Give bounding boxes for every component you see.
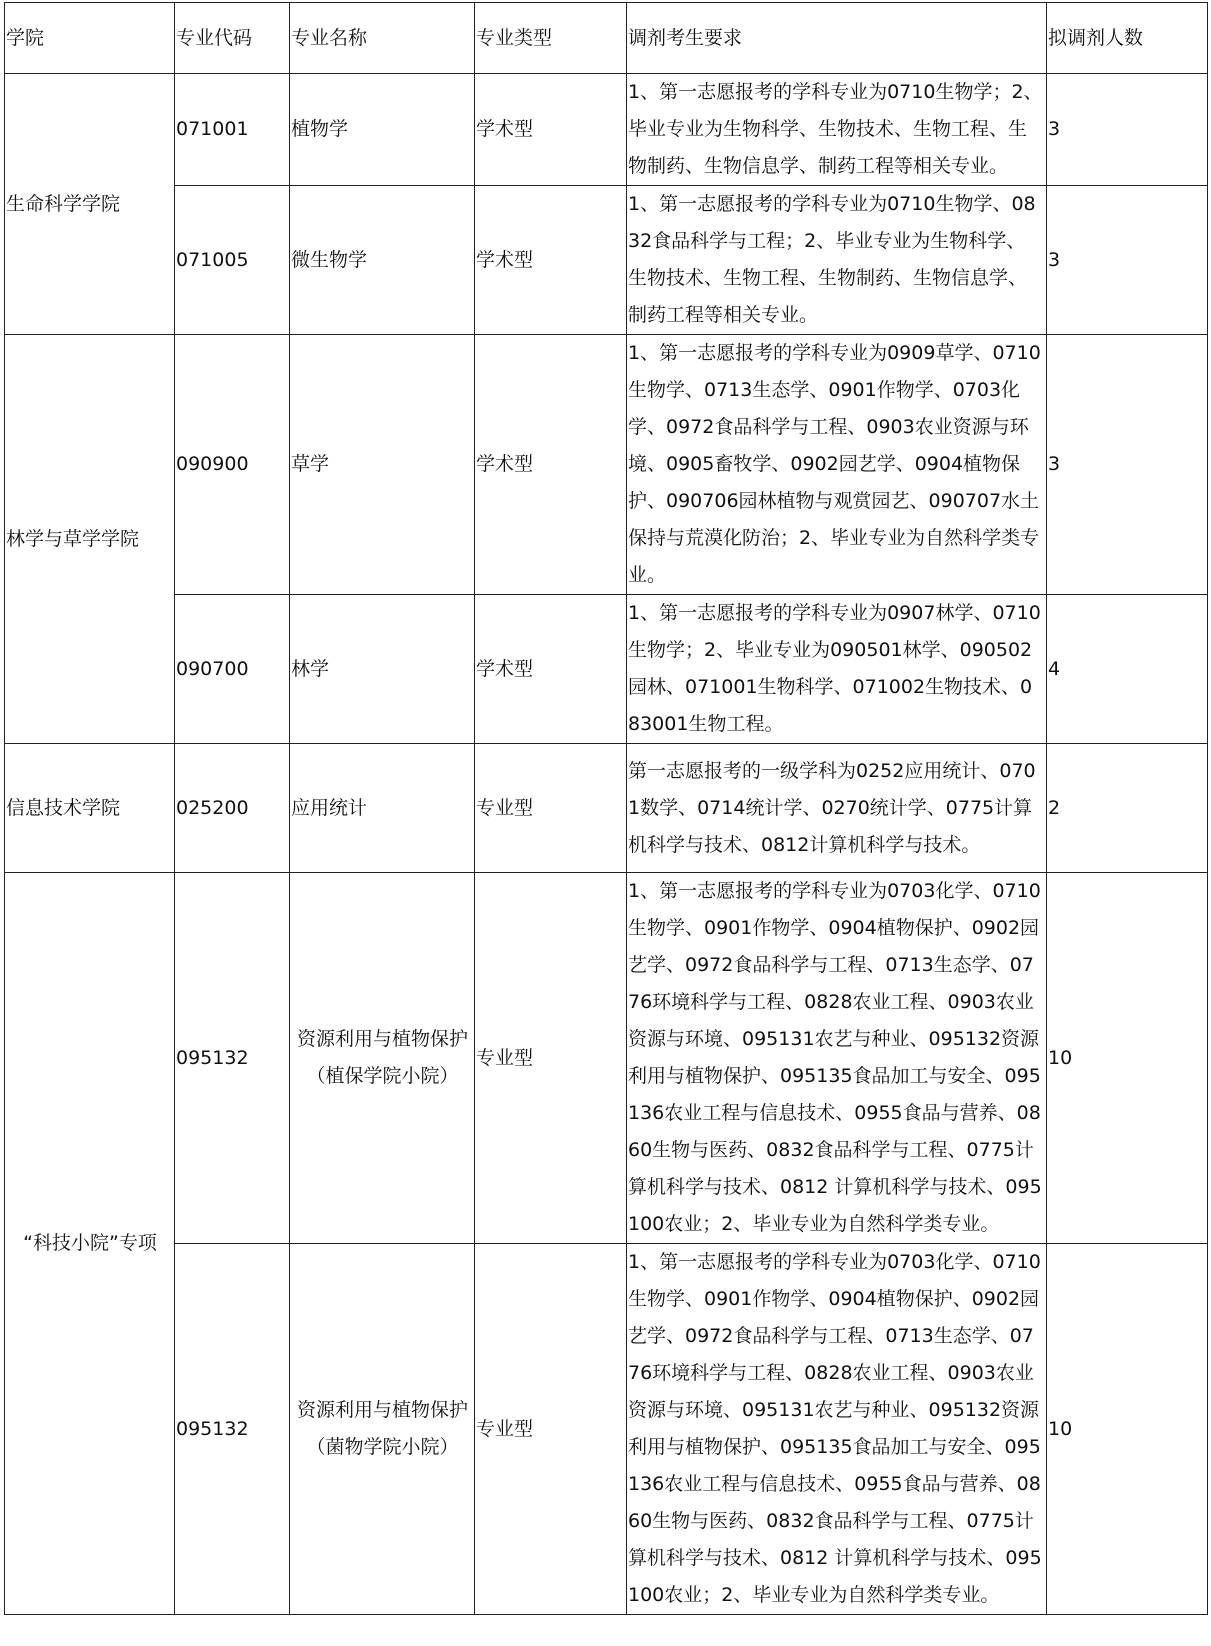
requirement-cell: 1、第一志愿报考的学科专业为0710生物学；2、毕业专业为生物科学、生物技术、生物工程、生物制药、生物信息学、制药工程等相关专业。 xyxy=(627,74,1047,186)
requirement-cell: 1、第一志愿报考的学科专业为0907林学、0710生物学；2、毕业专业为090501林学、090502 园林、071001生物科学、071002生物技术、083001生物工程。 xyxy=(627,595,1047,744)
major-type-cell: 学术型 xyxy=(475,595,627,744)
code-cell: 090700 xyxy=(175,595,290,744)
code-cell: 071005 xyxy=(175,186,290,335)
table-row xyxy=(5,1244,1208,1615)
major-type-cell: 学术型 xyxy=(475,74,627,186)
header-major-name: 专业名称 xyxy=(290,3,475,74)
count-cell: 3 xyxy=(1047,74,1208,186)
requirement-cell: 1、第一志愿报考的学科专业为0710生物学、0832食品科学与工程；2、毕业专业为生物科学、生物技术、生物工程、生物制药、生物信息学、制药工程等相关专业。 xyxy=(627,186,1047,335)
count-cell: 10 xyxy=(1047,873,1208,1244)
requirement-cell: 1、第一志愿报考的学科专业为0703化学、0710生物学、0901作物学、0904植物保护、0902园艺学、0972食品科学与工程、0713生态学、0776环境科学与工程、0828农业工程、0903农业资源与环境、095131农艺与种业、095132资源利用与植物保护、095135食品加工与安全、095136农业工程与信息技术、0955食品与营养、0860生物与医药、0832食品科学与工程、0775计算机科学与技术、0812 计算机科学与技术、095100农业；2、毕业专业为自然科学类专业。 xyxy=(627,1244,1047,1615)
table-row xyxy=(5,186,1208,335)
college-cell: 生命科学学院 xyxy=(5,74,175,335)
major-name-cell: 林学 xyxy=(290,595,475,744)
count-cell: 3 xyxy=(1047,335,1208,595)
requirement-cell: 第一志愿报考的一级学科为0252应用统计、0701数学、0714统计学、0270统计学、0775计算机科学与技术、0812计算机科学与技术。 xyxy=(627,744,1047,873)
college-cell: 林学与草学学院 xyxy=(5,335,175,744)
header-row xyxy=(5,3,1208,74)
major-name-cell: 资源利用与植物保护（植保学院小院） xyxy=(290,873,475,1244)
count-cell: 2 xyxy=(1047,744,1208,873)
header-major-type: 专业类型 xyxy=(475,3,627,74)
major-type-cell: 专业型 xyxy=(475,744,627,873)
major-type-cell: 学术型 xyxy=(475,335,627,595)
code-cell: 095132 xyxy=(175,873,290,1244)
requirement-cell: 1、第一志愿报考的学科专业为0909草学、0710生物学、0713生态学、0901作物学、0703化学、0972食品科学与工程、0903农业资源与环境、0905畜牧学、0902园艺学、0904植物保护、090706园林植物与观赏园艺、090707水土保持与荒漠化防治；2、毕业专业为自然科学类专业。 xyxy=(627,335,1047,595)
header-requirement: 调剂考生要求 xyxy=(627,3,1047,74)
adjustment-table xyxy=(4,2,1208,1615)
code-cell: 071001 xyxy=(175,74,290,186)
count-cell: 4 xyxy=(1047,595,1208,744)
code-cell: 025200 xyxy=(175,744,290,873)
major-name-cell: 微生物学 xyxy=(290,186,475,335)
major-name-cell: 资源利用与植物保护（菌物学院小院） xyxy=(290,1244,475,1615)
major-name-cell: 植物学 xyxy=(290,74,475,186)
table-row xyxy=(5,595,1208,744)
major-type-cell: 专业型 xyxy=(475,873,627,1244)
college-cell: 信息技术学院 xyxy=(5,744,175,873)
major-name-cell: 草学 xyxy=(290,335,475,595)
table-row xyxy=(5,74,1208,186)
table-row xyxy=(5,873,1208,1244)
count-cell: 10 xyxy=(1047,1244,1208,1615)
major-name-cell: 应用统计 xyxy=(290,744,475,873)
major-type-cell: 学术型 xyxy=(475,186,627,335)
college-cell: “科技小院”专项 xyxy=(5,873,175,1615)
code-cell: 090900 xyxy=(175,335,290,595)
table-row xyxy=(5,335,1208,595)
major-type-cell: 专业型 xyxy=(475,1244,627,1615)
table-row xyxy=(5,744,1208,873)
header-count: 拟调剂人数 xyxy=(1047,3,1208,74)
header-college: 学院 xyxy=(5,3,175,74)
count-cell: 3 xyxy=(1047,186,1208,335)
requirement-cell: 1、第一志愿报考的学科专业为0703化学、0710生物学、0901作物学、0904植物保护、0902园艺学、0972食品科学与工程、0713生态学、0776环境科学与工程、0828农业工程、0903农业资源与环境、095131农艺与种业、095132资源利用与植物保护、095135食品加工与安全、095136农业工程与信息技术、0955食品与营养、0860生物与医药、0832食品科学与工程、0775计算机科学与技术、0812 计算机科学与技术、095100农业；2、毕业专业为自然科学类专业。 xyxy=(627,873,1047,1244)
header-code: 专业代码 xyxy=(175,3,290,74)
code-cell: 095132 xyxy=(175,1244,290,1615)
